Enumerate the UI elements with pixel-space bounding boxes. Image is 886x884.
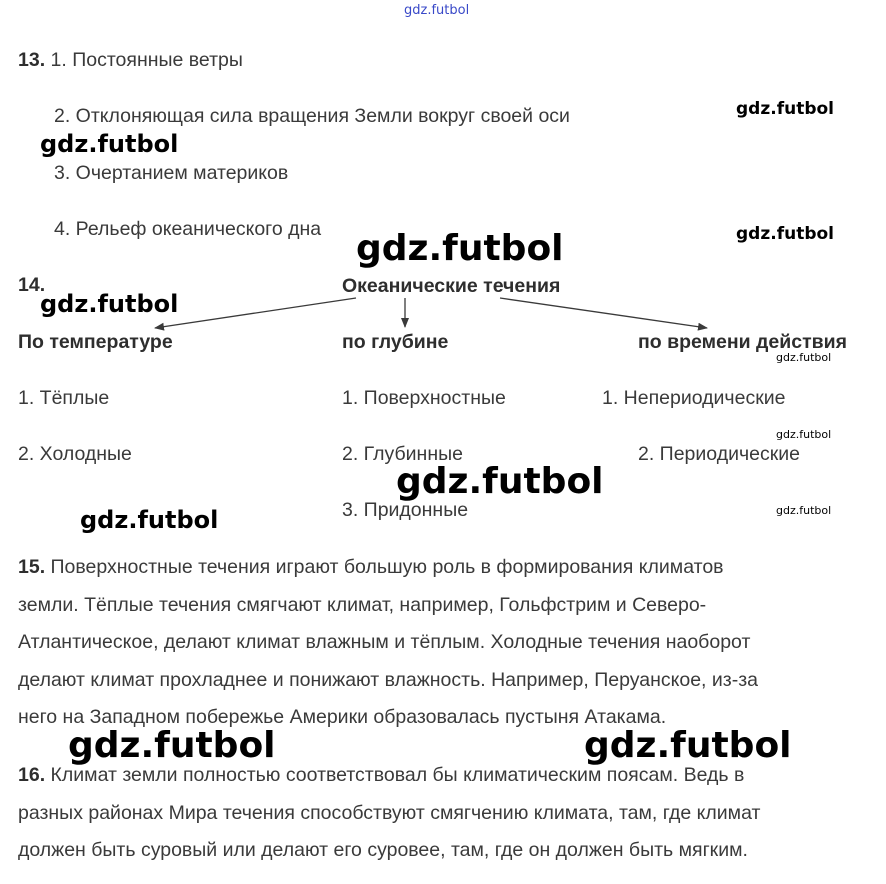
task16-line-2: разных районах Мира течения способствуют смягчению климата, там, где климат <box>18 801 761 824</box>
task15-line-5: него на Западном побережье Америки образовалась пустыня Атакама. <box>18 706 667 728</box>
watermark: gdz.futbol <box>776 504 832 517</box>
watermark: gdz.futbol <box>776 351 832 364</box>
list-item: 1. Тёплые <box>18 387 110 409</box>
list-item: 2. Холодные <box>18 443 132 465</box>
watermark: gdz.futbol <box>736 224 834 244</box>
column-header-depth: по глубине <box>342 331 449 353</box>
watermark: gdz.futbol <box>356 228 564 269</box>
task13-number: 13. <box>18 49 46 71</box>
list-item: 2. Периодические <box>638 443 800 465</box>
task16-paragraph <box>18 757 760 870</box>
task15-paragraph <box>18 549 758 737</box>
watermark: gdz.futbol <box>776 428 832 441</box>
watermark: gdz.futbol <box>40 130 179 158</box>
watermark: gdz.futbol <box>584 725 792 766</box>
task15-line-2: земли. Тёплые течения смягчают климат, например, Гольфстрим и Северо- <box>18 593 707 616</box>
watermark: gdz.futbol <box>40 290 179 318</box>
list-item: 1. Непериодические <box>602 387 786 409</box>
task16-number: 16. <box>18 764 46 786</box>
task14-title: Океанические течения <box>342 275 561 297</box>
watermark: gdz.futbol <box>396 461 604 502</box>
list-item: 1. Поверхностные <box>342 387 506 409</box>
list-item: 2. Глубинные <box>342 443 463 465</box>
task16-line-3: должен быть суровый или делают его суровее, там, где он должен быть мягким. <box>18 839 748 861</box>
arrow-left <box>155 298 356 328</box>
watermark: gdz.futbol <box>736 99 834 119</box>
list-item: 3. Придонные <box>342 499 469 521</box>
watermark: gdz.futbol <box>68 725 276 766</box>
arrow-right <box>500 298 707 328</box>
task15-number: 15. <box>18 556 46 578</box>
task15-line-1: 15. Поверхностные течения играют большую роль в формирования климатов <box>18 556 724 578</box>
watermark: gdz.futbol <box>80 506 219 534</box>
task16-line-1: 16. Климат земли полностью соответствовал бы климатическим поясам. Ведь в <box>18 764 745 786</box>
task13-item-3: 3. Очертанием материков <box>54 162 289 184</box>
watermark: gdz.futbol <box>404 3 470 18</box>
column-header-temperature: По температуре <box>18 331 173 353</box>
task14-number: 14. <box>18 274 46 296</box>
task13-line-1: 13. 1. Постоянные ветры <box>18 49 243 71</box>
task15-line-3: Атлантическое, делают климат влажным и тёплым. Холодные течения наоборот <box>18 631 751 653</box>
task15-line-4: делают климат прохладнее и понижают влажность. Например, Перуанское, из-за <box>18 668 759 691</box>
task13-item-4: 4. Рельеф океанического дна <box>54 218 322 240</box>
task13-item-2: 2. Отклоняющая сила вращения Земли вокруг своей оси <box>54 105 570 127</box>
column-header-time: по времени действия <box>638 331 848 353</box>
